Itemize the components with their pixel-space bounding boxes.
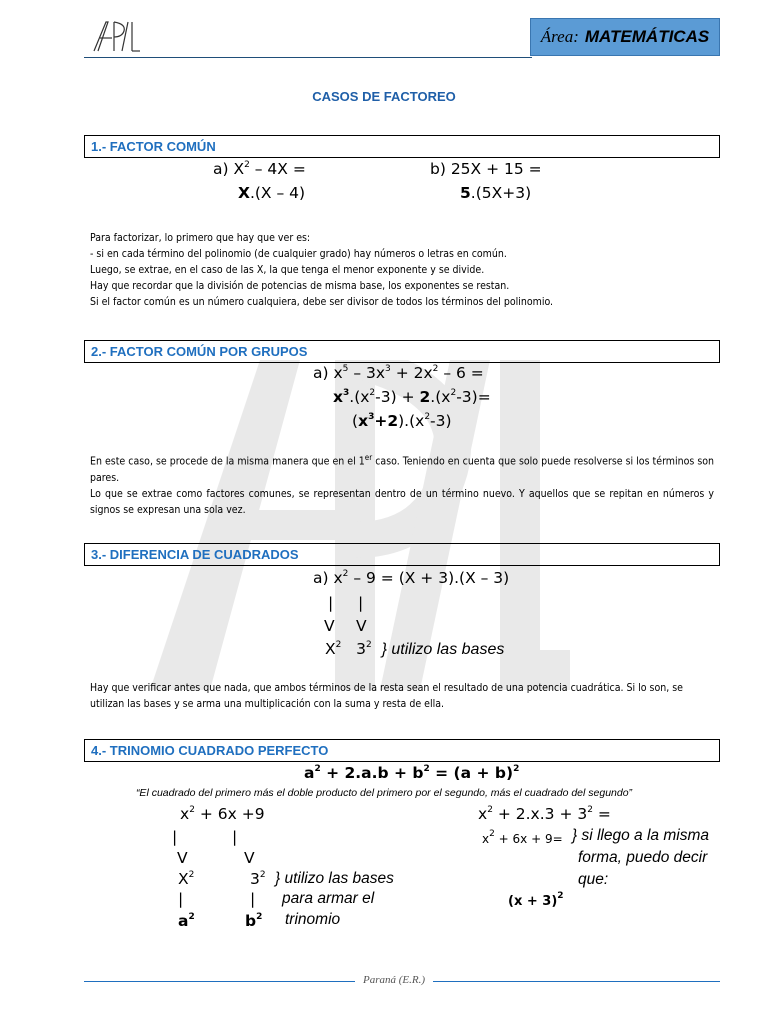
s2-eq-line3: $(x^3+2).(x^2-3)$	[352, 412, 452, 430]
footer-location: Paraná (E.R.)	[355, 974, 433, 986]
s4-a2: $a^2$	[178, 912, 195, 930]
s1-result-b: 5.(5X+3)	[460, 184, 532, 202]
s3-v-2: V	[356, 617, 367, 635]
s4-right-note-2: forma, puedo decir	[578, 849, 708, 866]
document-title: CASOS DE FACTOREO	[312, 89, 456, 104]
s3-eq: a) $x^2 - 9 = (X + 3).(X - 3)$	[313, 569, 510, 587]
section-1-heading: 1.- FACTOR COMÚN	[84, 135, 720, 158]
s1-eq-b: b) 25X + 15 =	[430, 160, 542, 178]
s4-left-x2: $X^2$	[178, 870, 195, 888]
s4-left-pipe-2: |	[232, 828, 238, 846]
s3-pipe-2: |	[358, 594, 364, 612]
s4-note-1: } utilizo las bases	[275, 870, 394, 887]
s2-eq-line1: a) $x^5 - 3x^3 + 2x^2 - 6$ =	[313, 364, 484, 382]
s4-left-32: $3^2$	[250, 870, 266, 888]
s4-left-pipe-4: |	[250, 890, 256, 908]
section-3-heading: 3.- DIFERENCIA DE CUADRADOS	[84, 543, 720, 566]
section-2-heading: 2.- FACTOR COMÚN POR GRUPOS	[84, 340, 720, 363]
s4-result: $(x + 3)^2$	[508, 891, 564, 909]
section-4-heading: 4.- TRINOMIO CUADRADO PERFECTO	[84, 739, 720, 762]
s1-eq-a: a) $X^2 - 4X$ =	[213, 160, 306, 178]
s2-explanation: En este caso, se procede de la misma manera que en el 1er caso. Teniendo en cuenta que solo puede resolverse si los términos son pares. Lo que se extrae como factores comunes, se representan dentro de un término nuevo. Y aquellos que se repitan en números y signos se expresan una sola vez.	[90, 453, 715, 516]
s4-left-eq: $x^2 + 6x +9$	[180, 805, 265, 823]
s4-left-v-2: V	[244, 849, 255, 867]
header-divider	[84, 57, 532, 58]
s2-eq-line2: $x^3.(x^2-3) + 2.(x^2-3)=$	[333, 388, 491, 406]
s4-small-eq: $x^2 + 6x + 9=$	[482, 829, 563, 846]
s3-pipe-1: |	[328, 594, 334, 612]
s4-right-eq: $x^2 + 2.x.3 + 3^2$ =	[478, 805, 611, 823]
s4-right-note-3: que:	[578, 871, 609, 888]
s4-b2: $b^2$	[245, 912, 263, 930]
area-badge	[530, 18, 720, 56]
s4-note-3: trinomio	[285, 911, 341, 928]
s4-formula: $a^2 + 2.a.b + b^2 = (a + b)^2$	[304, 764, 520, 782]
s4-left-v-1: V	[177, 849, 188, 867]
s4-left-pipe-3: |	[178, 890, 184, 908]
s3-bases: $X^2$ $3^2$ } utilizo las bases	[325, 640, 505, 658]
s4-note-2: para armar el	[282, 890, 375, 907]
s4-left-pipe-1: |	[172, 828, 178, 846]
apl-logo	[92, 20, 142, 52]
s3-explanation: Hay que verificar antes que nada, que ambos términos de la resta sean el resultado de una potencia cuadrática. Si lo son, se utilizan las bases y se arma una multiplicación con la suma y resta de ella.	[90, 682, 683, 710]
s1-result-a: X.(X – 4)	[238, 184, 306, 202]
area-label: Área:	[540, 27, 579, 46]
s4-right-note-1: } si llego a la misma	[572, 827, 709, 844]
area-value: MATEMÁTICAS	[584, 27, 710, 46]
s1-explanation: Para factorizar, lo primero que hay que ver es: - si en cada término del polinomio (de cualquier grado) hay números o letras en común. Luego, se extrae, en el caso de las X, la que tenga el menor exponente y se divide. Hay que recordar que la división de potencias de misma base, los exponentes se restan. Si el factor común es un número cualquiera, debe ser divisor de todos los términos del polinomio.	[90, 232, 554, 308]
s3-v-1: V	[324, 617, 335, 635]
s4-quote: “El cuadrado del primero más el doble producto del primero por el segundo, más el cuadrado del segundo”	[135, 787, 633, 799]
